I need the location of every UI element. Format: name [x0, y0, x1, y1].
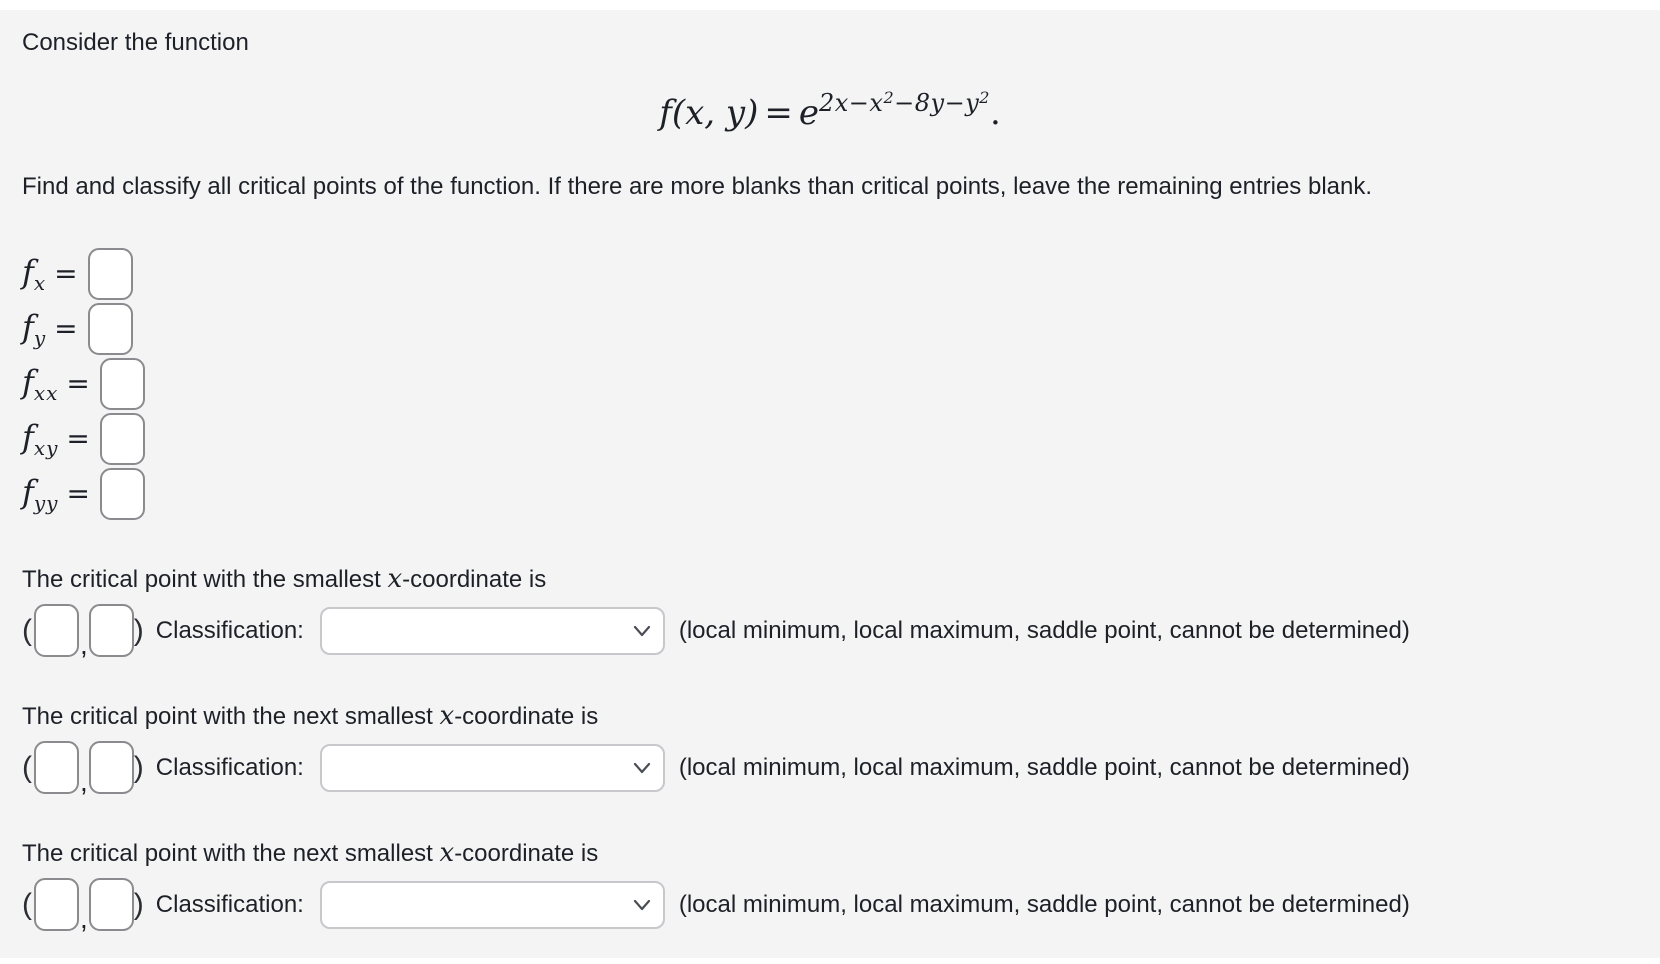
exponent-superscript-1: 2 [883, 88, 895, 107]
cp2-x-input[interactable] [34, 741, 79, 794]
cp1-classification-select-wrap [320, 607, 665, 655]
comma: , [80, 629, 88, 660]
x-variable: x [439, 838, 455, 868]
cp2-y-input[interactable] [89, 741, 134, 794]
cp1-x-input[interactable] [34, 604, 79, 657]
derivative-row-fx [22, 248, 1638, 300]
derivative-row-fy [22, 303, 1638, 355]
fx-input[interactable] [88, 248, 133, 300]
close-paren: ) [133, 887, 144, 921]
fy-input[interactable] [88, 303, 133, 355]
fx-label: $f_x$ = [22, 253, 78, 295]
cp1-y-input[interactable] [89, 604, 134, 657]
cp3-classification-select-wrap [320, 881, 665, 929]
fxx-label: $f_{xx}$ = [22, 363, 90, 405]
fyy-label: $f_{yy}$ = [22, 473, 90, 515]
exponent-superscript-2: 2 [979, 88, 990, 107]
intro-text: Consider the function [22, 29, 249, 56]
open-paren: ( [22, 750, 32, 784]
function-formula [22, 88, 1638, 140]
x-variable: x [387, 564, 403, 594]
x-variable: x [439, 701, 455, 731]
critical-point-row-2 [22, 741, 1638, 797]
classification-label: Classification: [155, 890, 304, 918]
problem-panel [0, 10, 1660, 958]
fxy-input[interactable] [100, 413, 145, 465]
fxy-label: $f_{xy}$ = [22, 418, 90, 460]
classification-options-note: (local minimum, local maximum, saddle point, cannot be determined) [678, 890, 1410, 918]
critical-point-section-2 [22, 701, 1638, 797]
critical-point-row-1 [22, 604, 1638, 660]
open-paren: ( [22, 887, 32, 921]
critical-point-prompt-1: The critical point with the smallest x-coordinate is [22, 564, 547, 594]
cp2-classification-select-wrap [320, 744, 665, 792]
cp3-classification-select[interactable] [320, 881, 665, 929]
formula-exponent: 2x−x2−8y−y2 [819, 88, 990, 117]
open-paren: ( [22, 613, 32, 647]
fyy-input[interactable] [100, 468, 145, 520]
formula-period: . [989, 93, 1001, 133]
classification-label: Classification: [155, 616, 304, 644]
critical-point-prompt-2: The critical point with the next smallest x-coordinate is [22, 701, 599, 731]
critical-point-section-1 [22, 564, 1638, 660]
critical-point-section-3 [22, 838, 1638, 934]
fxx-input[interactable] [100, 358, 145, 410]
derivatives-block [22, 248, 1638, 520]
critical-point-prompt-3: The critical point with the next smallest x-coordinate is [22, 838, 599, 868]
cp3-y-input[interactable] [89, 878, 134, 931]
fy-label: $f_y$ = [22, 308, 78, 350]
formula-lhs: f(x, y) [659, 93, 759, 133]
critical-point-row-3 [22, 878, 1638, 934]
derivative-row-fxy [22, 413, 1638, 465]
classification-options-note: (local minimum, local maximum, saddle point, cannot be determined) [678, 753, 1410, 781]
close-paren: ) [133, 750, 144, 784]
close-paren: ) [133, 613, 144, 647]
classification-label: Classification: [155, 753, 304, 781]
comma: , [80, 903, 88, 934]
formula-equals: = [764, 93, 793, 133]
comma: , [80, 766, 88, 797]
formula-base-e: e [798, 93, 819, 133]
cp3-x-input[interactable] [34, 878, 79, 931]
cp1-classification-select[interactable] [320, 607, 665, 655]
derivative-row-fyy [22, 468, 1638, 520]
cp2-classification-select[interactable] [320, 744, 665, 792]
classification-options-note: (local minimum, local maximum, saddle point, cannot be determined) [678, 616, 1410, 644]
derivative-row-fxx [22, 358, 1638, 410]
instruction-text: Find and classify all critical points of the function. If there are more blanks than critical points, leave the remaining entries blank. [22, 173, 1373, 200]
